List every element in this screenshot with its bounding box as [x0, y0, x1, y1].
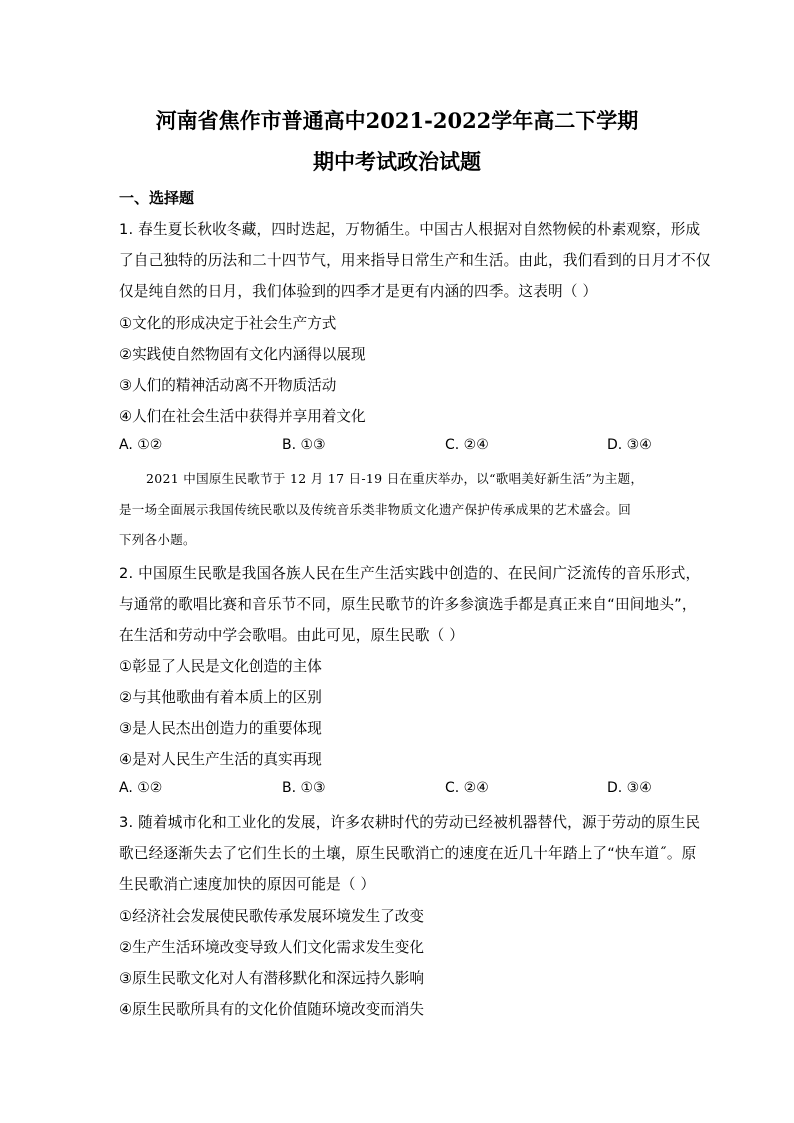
q2-option-c: C. ②④ [445, 780, 489, 796]
q1-stem-line: 仅是纯自然的日月，我们体验到的四季才是更有内涵的四季。这表明（ ） [119, 283, 598, 300]
q2-statement: ④是对人民生产生活的真实再现 [119, 751, 322, 768]
q1-statement: ②实践使自然物固有文化内涵得以展现 [119, 346, 366, 363]
q3-statement: ④原生民歌所具有的文化价值随环境改变而消失 [119, 1001, 424, 1018]
q3-stem-line: 3. 随着城市化和工业化的发展，许多农耕时代的劳动已经被机器替代，源于劳动的原生民 [119, 814, 701, 831]
q1-stem-line: 了自己独特的历法和二十四节气，用来指导日常生产和生活。由此，我们看到的日月才不仅 [119, 252, 711, 269]
passage-line: 2021 中国原生民歌节于 12 月 17 日-19 日在重庆举办，以“歌唱美好新生活”为主题， [146, 471, 644, 486]
q1-stem-line: 1. 春生夏长秋收冬藏，四时迭起，万物循生。中国古人根据对自然物候的朴素观察，形成 [119, 221, 701, 238]
q1-option-b: B. ①③ [282, 437, 326, 453]
q3-statement: ②生产生活环境改变导致人们文化需求发生变化 [119, 939, 424, 956]
document-title-line2: 期中考试政治试题 [313, 149, 481, 174]
q3-stem-line: 歌已经逐渐失去了它们生长的土壤，原生民歌消亡的速度在近几十年踏上了“快车道˝。原 [119, 845, 697, 862]
q1-option-d: D. ③④ [607, 437, 652, 453]
q1-statement: ③人们的精神活动离不开物质活动 [119, 377, 337, 394]
q3-statement: ①经济社会发展使民歌传承发展环境发生了改变 [119, 908, 424, 925]
q2-option-b: B. ①③ [282, 780, 326, 796]
q2-option-d: D. ③④ [607, 780, 652, 796]
q2-stem-line: 在生活和劳动中学会歌唱。由此可见，原生民歌（ ） [119, 627, 465, 644]
q2-statement: ③是人民杰出创造力的重要体现 [119, 720, 322, 737]
q1-statement: ④人们在社会生活中获得并享用着文化 [119, 408, 366, 425]
section-heading: 一、选择题 [119, 189, 195, 207]
document-title-line1: 河南省焦作市普通高中2021-2022学年高二下学期 [155, 108, 639, 133]
q2-option-a: A. ①② [119, 780, 163, 796]
q3-stem-line: 生民歌消亡速度加快的原因可能是（ ） [119, 876, 376, 893]
q1-statement: ①文化的形成决定于社会生产方式 [119, 315, 337, 332]
q2-statement: ①彰显了人民是文化创造的主体 [119, 658, 322, 675]
passage-line: 是一场全面展示我国传统民歌以及传统音乐类非物质文化遗产保护传承成果的艺术盛会。回 [119, 502, 632, 517]
q3-statement: ③原生民歌文化对人有潜移默化和深远持久影响 [119, 970, 424, 987]
q1-option-c: C. ②④ [445, 437, 489, 453]
q2-statement: ②与其他歌曲有着本质上的区别 [119, 689, 322, 706]
passage-line: 下列各小题。 [119, 532, 196, 547]
q1-option-a: A. ①② [119, 437, 163, 453]
q2-stem-line: 与通常的歌唱比赛和音乐节不同，原生民歌节的许多参演选手都是真正来自“田间地头”， [119, 596, 697, 613]
q2-stem-line: 2. 中国原生民歌是我国各族人民在生产生活实践中创造的、在民间广泛流传的音乐形式， [119, 565, 701, 582]
